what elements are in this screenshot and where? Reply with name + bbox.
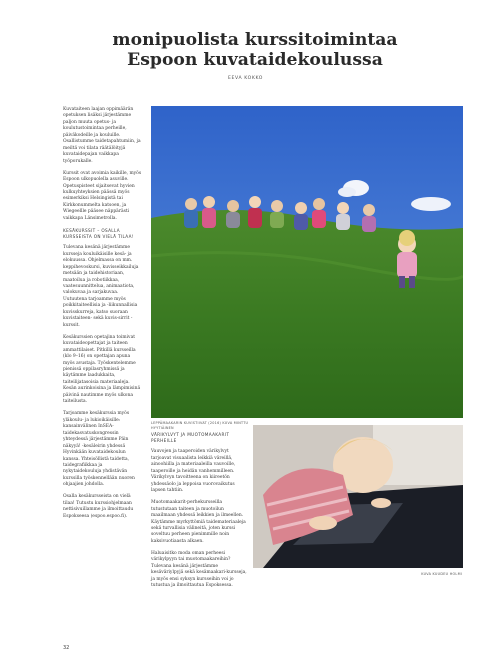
paragraph: Haluaisitko moda oman perheesi värikylpyyn tai muotomaakareihin? Tulevana kesänä järjestämme kesäväriylpyjä sekä kesämaakari-kursseja, ja myös ensi syksyn kursseihin voi jo tutustua ja ilmoittautua Espoksessa.: [151, 550, 247, 589]
photo-caption: LEPPÄMAAKARIN KUVISTIIVAT (2016) KUVA MINTTU HYYTIÄINEN: [151, 421, 249, 431]
children-on-hill-photo: [151, 106, 463, 418]
toddler-mirror-photo: [253, 425, 463, 568]
title-line-1: monipuolista kurssitoimintaa: [112, 30, 398, 50]
paragraph: Osalla kesäkursseista on vielä tilaa! Tutustu kurssiohjelmaan nettisivuillamme ja ilmoittaudu Espokseesa (espoo.espoo.fi).: [63, 494, 134, 519]
author-byline: EEVA KOKKO: [228, 76, 264, 81]
paragraph: Kuvataiteen laajan oppimäärän opetuksen lisäksi järjestämme paljon muuta opetus- ja koulutustoimintaa perheille, päiväkodeille ja kouluille. Osallistumme taidetapahtumiin, ja meiltä voi tilata räätälöityjä kuvataidepajan vaikkapa työporukalle.: [63, 107, 141, 164]
left-text-column: [63, 107, 142, 526]
page-number: 32: [63, 645, 70, 651]
section-subheading: KESÄKURSSIT – OSALLA KURSSEISTA ON VIELÄ TILAA!: [63, 227, 134, 240]
paragraph: Vauvojen ja taaperoiden värikylvyt tarjoavat visuaalista leikkiä väreillä, ainoohiilla ja materiaaleilla vauvoille, taaperoille ja heidän vanhemmilleen. Värikylvyn tavoitteena on kiireetön yhdessäolo ja leppoisa vuorovaikutus lapsen tahtiin.: [151, 449, 236, 494]
paragraph: Kesäkurssien opetajina toimivat kuvataideopettajat ja taiteen ammattilaiset. Pitkillä kursseilla (klo 9–16) on opettajan apuna myös avustaja. Työskentelemme pienissä oppilasryhmissä ja käytämme laadukkaita, taiteilijatasoisia materiaaleja. Kesän aurinkoisina ja lämpimisinä päivinä nautimme myös ulkona taiteilusta.: [63, 334, 141, 405]
section-subheading: VÄRIKYLVYT JA MUOTOMAAKARIT PERHEILLE: [151, 432, 230, 444]
title-line-2: Espoon kuvataidekoulussa: [127, 50, 383, 70]
article-title: [90, 30, 420, 70]
paragraph: Muotomaakarit-perhekursseilla tutustutaan taiteen ja muotoilun maailmaan yhdessä leikkien ja ilmeellen. Käytämme myrkyttömiä taidemateriaaleja sekä turvallisia välineitä, joten kurssi soveltuu perheen pienimmille noin kaksivuotiaasta alkaen.: [151, 500, 246, 544]
paragraph: Tarjoamme kesäkurssia myös yläkoulu- ja lukioikäisille: kansainvälinen InSEA-taidekasvatuskongressin yhteydessä järjestämme Päin näkyyä! -kesäleirin yhdessä Hyvinkään kuvataidekoulun kanssa. Yhteisöllistä taidetta, taidegrafiikkaa ja nykytaidekouluja yhdistävän kurssilla työskennellään nuoren ohjaajien johdolla.: [63, 411, 135, 488]
paragraph: Tulevana kesänä järjestämme kursseja kouluikäisille kesä- ja elokuussa. Ohjelmassa on mm. keppihevoskursi, kuvisseikkailuja metsään ja taidehistoriaan, maatoilua ja robotiikkaa, vaatesuunnittelua, animaatiota, valokuvaa ja sarjakuvaa. Uutuutena tarjoamme myös poikkitaiteellisia ja -liikunnallisia kuvisskurreja, katso suoraan kuvistaiteen- sekä kuvis-sirrit -kurssit.: [63, 245, 139, 328]
middle-text-column: [151, 432, 249, 595]
photo-caption: KUVA KUUDEU HOLMI: [421, 572, 462, 576]
paragraph: Kurssit ovat avoimia kaikille, myös Espoon ulkopuolella asuville. Opetuspisteet sijaitsevat hyvien kulkuyhteyksien päässä myös esimerkiksi Helsingistä tai Kirkkonummelta katsoen, ja Wiegeellle pääsee näppärästi vaikkapa Länsimetrolla.: [63, 170, 142, 221]
